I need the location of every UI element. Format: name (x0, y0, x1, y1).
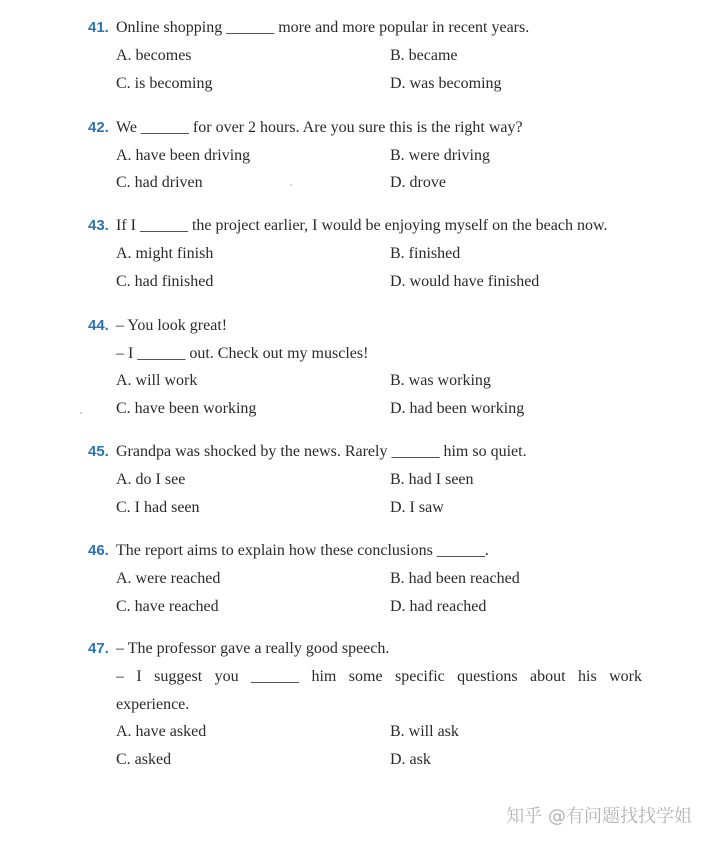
option-a: A. do I see (116, 471, 186, 488)
option-d: D. was becoming (390, 75, 502, 92)
question-dialogue-line: – I ______ out. Check out my muscles! (116, 345, 369, 362)
question-number: 41. (88, 19, 109, 36)
question-line (88, 216, 608, 236)
option-d: D. had reached (390, 598, 487, 615)
question-line (88, 442, 527, 462)
option-a: A. have been driving (116, 147, 251, 164)
option-b: B. had been reached (390, 570, 520, 587)
option-c: C. had driven (116, 174, 203, 191)
scan-speck (290, 184, 292, 186)
option-c: C. have been working (116, 400, 257, 417)
option-a: A. becomes (116, 47, 192, 64)
question-stem: If I ______ the project earlier, I would be enjoying myself on the beach now. (116, 217, 608, 234)
option-b: B. were driving (390, 147, 490, 164)
option-d: D. I saw (390, 499, 444, 516)
option-c: C. asked (116, 751, 172, 768)
option-b: B. was working (390, 372, 491, 389)
option-c: C. is becoming (116, 75, 213, 92)
question-number: 46. (88, 542, 109, 559)
watermark: 知乎 @有问题找找学姐 (506, 806, 692, 827)
option-b: B. had I seen (390, 471, 474, 488)
option-c: C. have reached (116, 598, 219, 615)
question-stem: Grandpa was shocked by the news. Rarely ______ him so quiet. (116, 443, 527, 460)
option-a: A. will work (116, 372, 198, 389)
option-a: A. were reached (116, 570, 221, 587)
question-stem: The report aims to explain how these conclusions ______. (116, 542, 489, 559)
option-c: C. had finished (116, 273, 214, 290)
question-stem: – You look great! (116, 317, 228, 334)
question-stem: Online shopping ______ more and more popular in recent years. (116, 19, 530, 36)
option-a: A. might finish (116, 245, 214, 262)
option-b: B. will ask (390, 723, 459, 740)
option-c: C. I had seen (116, 499, 200, 516)
scan-speck (80, 412, 82, 414)
option-b: B. became (390, 47, 458, 64)
question-line (88, 118, 523, 138)
question-line (88, 316, 227, 336)
option-d: D. ask (390, 751, 431, 768)
question-stem: – The professor gave a really good speech. (116, 640, 390, 657)
option-d: D. would have finished (390, 273, 540, 290)
option-a: A. have asked (116, 723, 207, 740)
question-number: 45. (88, 443, 109, 460)
question-number: 47. (88, 640, 109, 657)
question-line (88, 18, 529, 38)
question-dialogue-line: – I suggest you ______ him some specific questions about his work (116, 668, 642, 685)
question-number: 42. (88, 119, 109, 136)
question-dialogue-continuation: experience. (116, 696, 190, 713)
question-line (88, 639, 389, 659)
option-d: D. had been working (390, 400, 525, 417)
question-line (88, 541, 489, 561)
question-number: 44. (88, 317, 109, 334)
option-b: B. finished (390, 245, 461, 262)
question-stem: We ______ for over 2 hours. Are you sure this is the right way? (116, 119, 523, 136)
question-number: 43. (88, 217, 109, 234)
option-d: D. drove (390, 174, 446, 191)
